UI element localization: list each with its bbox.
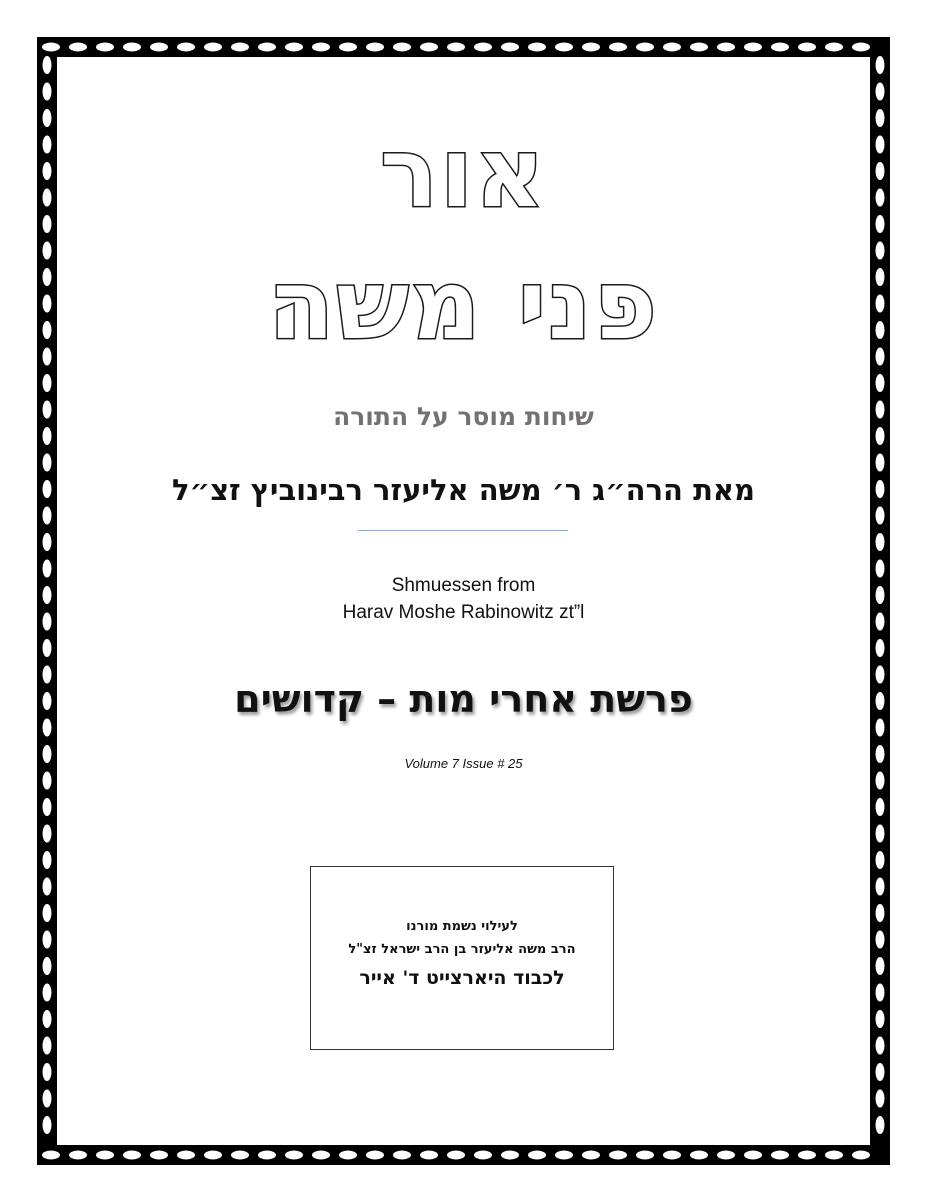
border-bead	[312, 43, 330, 52]
title-line-2: פני משה	[268, 249, 659, 361]
border-bead	[447, 43, 465, 52]
border-bead	[43, 454, 52, 472]
border-bead	[798, 43, 816, 52]
border-bead	[744, 43, 762, 52]
border-bead	[285, 43, 303, 52]
border-bead	[690, 43, 708, 52]
border-bead	[663, 1151, 681, 1160]
english-line-1: Shmuessen from	[391, 575, 536, 596]
border-bead	[876, 984, 885, 1002]
border-bead	[876, 374, 885, 392]
author-hebrew: מאת הרה״ג ר׳ משה אליעזר רבינוביץ זצ״ל	[171, 473, 755, 507]
border-bead	[744, 1151, 762, 1160]
border-bead	[876, 904, 885, 922]
subtitle: שיחות מוסר על התורה	[333, 402, 594, 431]
border-bead	[204, 1151, 222, 1160]
border-bead	[150, 1151, 168, 1160]
border-bead	[876, 1037, 885, 1055]
border-bead	[43, 798, 52, 816]
border-bead	[285, 1151, 303, 1160]
border-bead	[501, 1151, 519, 1160]
border-bead	[123, 43, 141, 52]
border-bead	[690, 1151, 708, 1160]
border-bead	[150, 43, 168, 52]
border-bead	[501, 43, 519, 52]
parsha-title: פרשת אחרי מות – קדושים	[234, 677, 693, 721]
border-bead	[876, 1063, 885, 1081]
border-bead	[528, 43, 546, 52]
border-bead	[69, 43, 87, 52]
border-bead	[96, 43, 114, 52]
border-bead	[876, 825, 885, 843]
border-bead	[825, 43, 843, 52]
border-bead	[876, 798, 885, 816]
border-bead	[876, 878, 885, 896]
border-bead	[393, 1151, 411, 1160]
border-bead	[636, 43, 654, 52]
border-bead	[555, 43, 573, 52]
border-bead	[312, 1151, 330, 1160]
border-bead	[43, 56, 52, 74]
border-bead	[876, 1090, 885, 1108]
border-bead	[876, 1010, 885, 1028]
border-bead	[42, 43, 60, 52]
border-bead	[876, 56, 885, 74]
border-bead	[717, 43, 735, 52]
border-bead	[474, 43, 492, 52]
border-bead	[123, 1151, 141, 1160]
border-bead	[43, 639, 52, 657]
border-bead	[43, 1037, 52, 1055]
border-bead	[474, 1151, 492, 1160]
border-bead	[43, 772, 52, 790]
border-bead	[636, 1151, 654, 1160]
border-bead	[852, 43, 870, 52]
border-bead	[43, 904, 52, 922]
border-bead	[528, 1151, 546, 1160]
border-bead	[258, 1151, 276, 1160]
border-bead	[43, 1063, 52, 1081]
divider-rule	[358, 530, 568, 531]
border-bead	[339, 1151, 357, 1160]
border-bead	[876, 639, 885, 657]
border-bead	[876, 719, 885, 737]
border-bead	[43, 83, 52, 101]
border-bead	[339, 43, 357, 52]
dedication-line-2: הרב משה אליעזר בן הרב ישראל זצ"ל	[348, 942, 576, 957]
border-bead	[420, 1151, 438, 1160]
border-bead	[717, 1151, 735, 1160]
border-bead	[876, 957, 885, 975]
border-bead	[876, 851, 885, 869]
border-bead	[420, 43, 438, 52]
border-bead	[43, 719, 52, 737]
border-bead	[876, 507, 885, 525]
border-bead	[43, 825, 52, 843]
border-bead	[231, 43, 249, 52]
border-bead	[43, 533, 52, 551]
border-bead	[231, 1151, 249, 1160]
dedication-line-1: לעילוי נשמת מורנו	[406, 919, 518, 934]
border-bead	[258, 43, 276, 52]
volume-issue: Volume 7 Issue # 25	[404, 756, 523, 771]
border-bead	[771, 1151, 789, 1160]
english-line-2: Harav Moshe Rabinowitz zt”l	[342, 602, 585, 623]
border-bead	[69, 1151, 87, 1160]
border-bead	[43, 878, 52, 896]
border-bead	[204, 43, 222, 52]
border-bead	[393, 43, 411, 52]
border-bead	[852, 1151, 870, 1160]
border-bead	[43, 507, 52, 525]
border-bead	[43, 957, 52, 975]
border-bead	[825, 1151, 843, 1160]
border-bead	[366, 1151, 384, 1160]
border-bead	[876, 772, 885, 790]
border-bead	[43, 984, 52, 1002]
border-bead	[609, 1151, 627, 1160]
border-bead	[609, 43, 627, 52]
border-bead	[876, 1116, 885, 1134]
border-bead	[43, 374, 52, 392]
border-bead	[771, 43, 789, 52]
border-bead	[447, 1151, 465, 1160]
border-bead	[43, 1116, 52, 1134]
border-bead	[43, 931, 52, 949]
border-bead	[798, 1151, 816, 1160]
border-bead	[555, 1151, 573, 1160]
border-bead	[177, 1151, 195, 1160]
dedication-box	[310, 866, 614, 1050]
border-bead	[582, 1151, 600, 1160]
border-bead	[582, 43, 600, 52]
border-bead	[876, 83, 885, 101]
border-bead	[43, 851, 52, 869]
title-line-1: אור	[380, 117, 547, 229]
border-bead	[96, 1151, 114, 1160]
border-bead	[366, 43, 384, 52]
dedication-line-3: לכבוד היארצייט ד' אייר	[359, 967, 565, 989]
border-bead	[42, 1151, 60, 1160]
border-bead	[177, 43, 195, 52]
border-bead	[876, 454, 885, 472]
border-bead	[876, 533, 885, 551]
border-bead	[43, 1090, 52, 1108]
border-bead	[876, 931, 885, 949]
border-bead	[663, 43, 681, 52]
border-bead	[43, 1010, 52, 1028]
